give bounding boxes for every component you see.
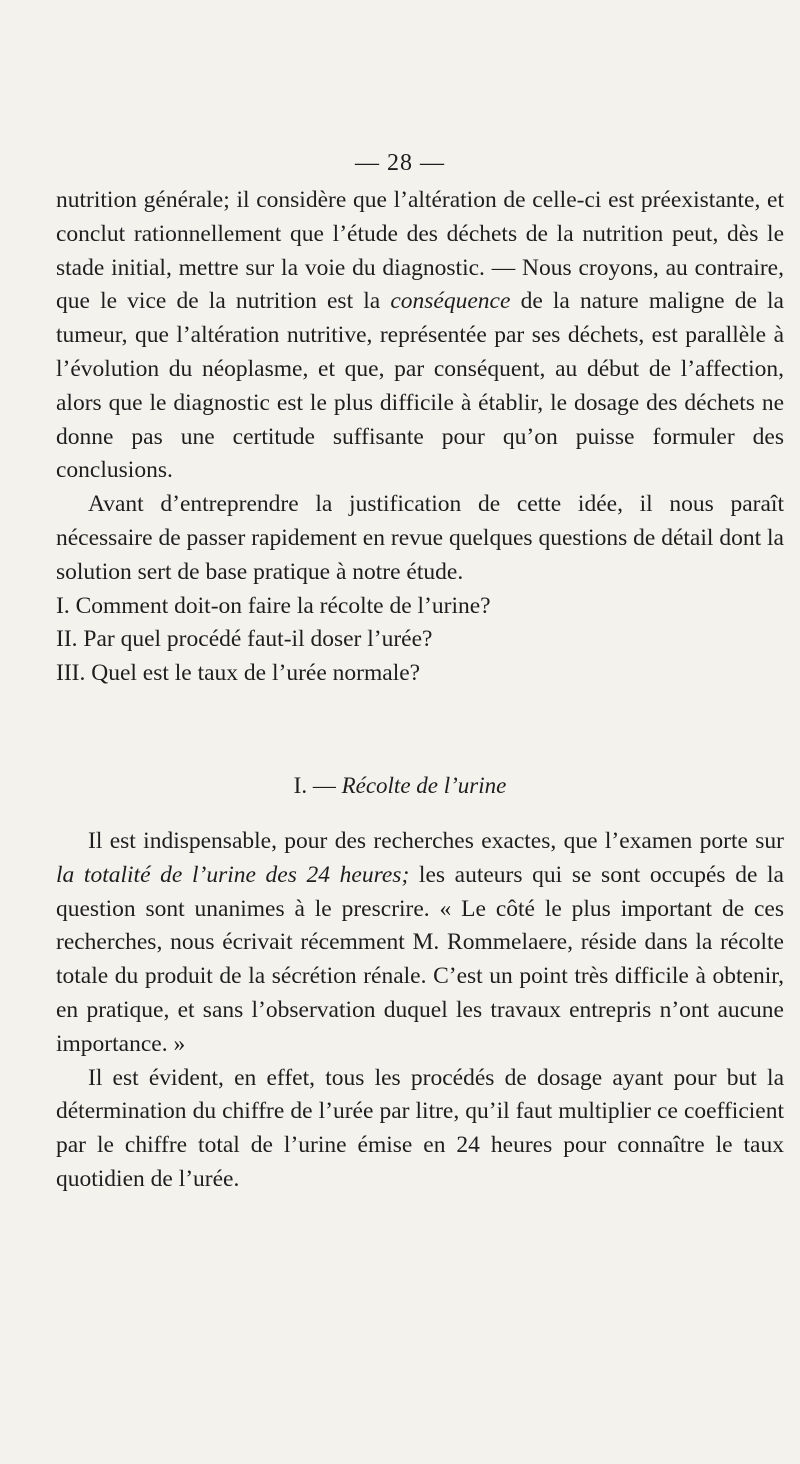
text-block-upper (56, 184, 784, 691)
paragraph (56, 825, 784, 1062)
paragraph-text: Il est indispensable, pour des recherches exactes, que l’examen porte sur (88, 828, 784, 854)
paragraph (56, 184, 784, 488)
section-title: Récolte de l’urine (341, 773, 507, 798)
question-list (56, 590, 784, 691)
emphasized-text: la totalité de l’urine des 24 heures; (56, 861, 410, 888)
section-number: I. — (293, 773, 342, 798)
paragraph-text: de la nature maligne de la tumeur, que l’altération nutritive, représentée par ses déchets, est parallèle à l’évolution du néoplasme, et que, par conséquent, au début de l’affection, alors que le diagnostic est le plus difficile à établir, le dosage des déchets ne donne pas une certitude suffisante pour qu’on puisse formuler des conclusions. (56, 288, 784, 484)
paragraph: Il est évident, en effet, tous les procédés de dosage ayant pour but la détermination du chiffre de l’urée par litre, qu’il faut multiplier ce coefficient par le chiffre total de l’urine émise en 24 heures pour connaître le taux quotidien de l’urée. (56, 1064, 784, 1192)
section-heading (0, 773, 800, 799)
question-item: I. Comment doit-on faire la récolte de l’urine? (56, 592, 491, 619)
paragraph: Avant d’entreprendre la justification de cette idée, il nous paraît nécessaire de passer rapidement en revue quelques questions de détail dont la solution sert de base pratique à notre étude. (56, 491, 784, 585)
text-block-lower (56, 825, 784, 1197)
question-item: III. Quel est le taux de l’urée normale? (56, 660, 421, 687)
paragraph-text: nutrition générale; il considère que l’altération de celle-ci est préexistante, et conclut rationnellement que l’étude des déchets de la nutrition peut, dès le stade initial, mettre sur la voie du diagnostic. — Nous croyons, au contraire, que le vice de la nutrition est la (56, 187, 784, 315)
question-item: II. Par quel procédé faut-il doser l’urée? (56, 626, 433, 653)
page-number: — 28 — (355, 150, 445, 176)
paragraph-text: les auteurs qui se sont occupés de la question sont unanimes à le prescrire. « Le côté le plus important de ces recherches, nous écrivait récemment M. Rommelaere, réside dans la récolte totale du produit de la sécrétion rénale. C’est un point très difficile à obtenir, en pratique, et sans l’observation duquel les travaux entrepris n’ont aucune importance. » (56, 861, 784, 1057)
emphasized-text: conséquence (390, 288, 511, 315)
